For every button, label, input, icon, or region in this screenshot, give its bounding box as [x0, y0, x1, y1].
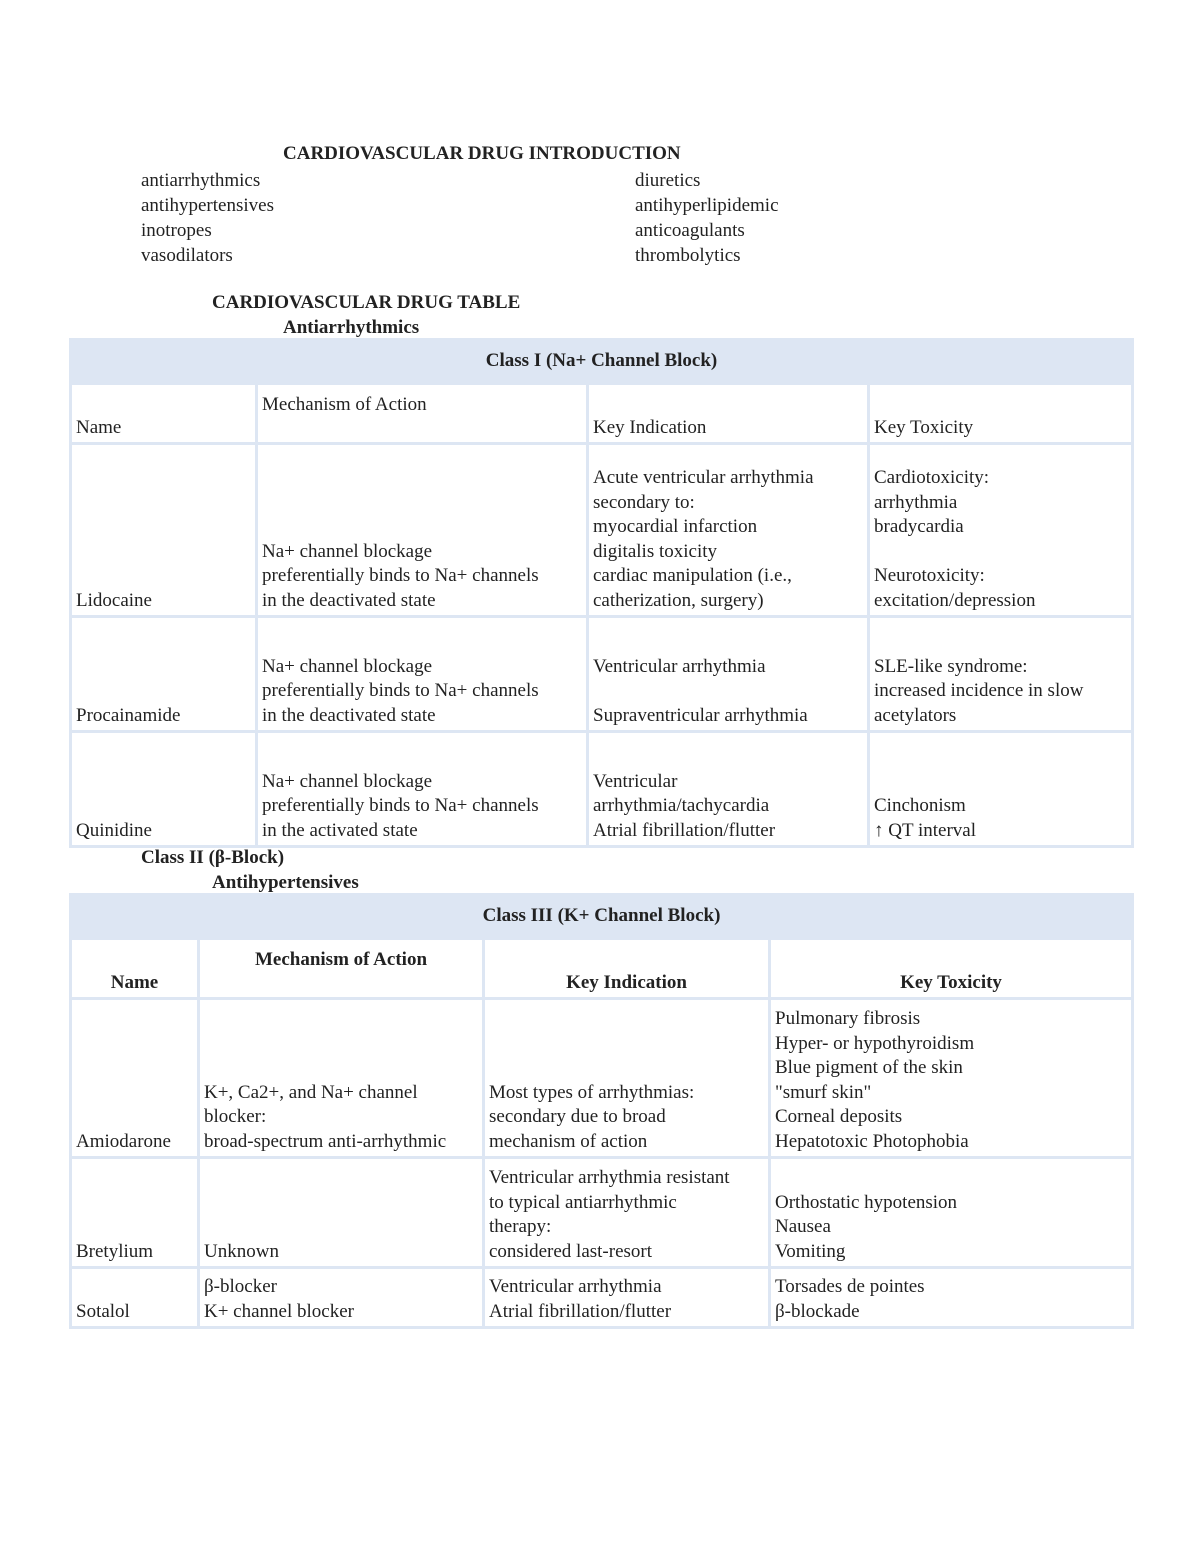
table-row [71, 1268, 1133, 1328]
drug-mechanism: Na+ channel blockage preferentially binds to Na+ channels in the deactivated state [257, 617, 588, 732]
header-name: Name [71, 384, 257, 444]
table-row [71, 444, 1133, 617]
intro-item: vasodilators [141, 245, 233, 266]
header-mechanism: Mechanism of Action [257, 384, 588, 444]
drug-indication: Most types of arrhythmias: secondary due to broad mechanism of action [484, 999, 770, 1158]
drug-mechanism: Na+ channel blockage preferentially binds to Na+ channels in the deactivated state [257, 444, 588, 617]
drug-indication: Ventricular arrhythmia Supraventricular arrhythmia [588, 617, 869, 732]
header-name: Name [71, 939, 199, 999]
class1-table [69, 338, 1134, 848]
drug-indication: Ventricular arrhythmia resistant to typical antiarrhythmic therapy: considered last-resort [484, 1158, 770, 1268]
drug-toxicity: Torsades de pointes β-blockade [770, 1268, 1133, 1328]
header-indication: Key Indication [484, 939, 770, 999]
header-toxicity: Key Toxicity [770, 939, 1133, 999]
header-indication: Key Indication [588, 384, 869, 444]
class1-table-title: Class I (Na+ Channel Block) [71, 340, 1133, 384]
drug-indication: Ventricular arrhythmia Atrial fibrillation/flutter [484, 1268, 770, 1328]
header-toxicity: Key Toxicity [869, 384, 1133, 444]
drug-mechanism: K+, Ca2+, and Na+ channel blocker: broad-spectrum anti-arrhythmic [199, 999, 484, 1158]
drug-indication: Acute ventricular arrhythmia secondary to: myocardial infarction digitalis toxicity cardiac manipulation (i.e., catherization, surgery) [588, 444, 869, 617]
drug-toxicity: Orthostatic hypotension Nausea Vomiting [770, 1158, 1133, 1268]
class3-table-title: Class III (K+ Channel Block) [71, 895, 1133, 939]
intro-title: CARDIOVASCULAR DRUG INTRODUCTION [283, 143, 681, 164]
antihypertensives-heading: Antihypertensives [212, 872, 359, 893]
table-row [71, 617, 1133, 732]
drug-name: Bretylium [71, 1158, 199, 1268]
drug-mechanism: β-blocker K+ channel blocker [199, 1268, 484, 1328]
class3-table [69, 893, 1134, 1329]
drug-name: Lidocaine [71, 444, 257, 617]
drug-name: Procainamide [71, 617, 257, 732]
drug-name: Quinidine [71, 732, 257, 847]
table-row [71, 732, 1133, 847]
drug-toxicity: Cardiotoxicity: arrhythmia bradycardia Neurotoxicity: excitation/depression [869, 444, 1133, 617]
intro-item: diuretics [635, 170, 701, 191]
drug-name: Sotalol [71, 1268, 199, 1328]
class2-heading: Class II (β-Block) [141, 847, 285, 868]
drug-toxicity: Cinchonism ↑ QT interval [869, 732, 1133, 847]
drug-toxicity: Pulmonary fibrosis Hyper- or hypothyroidism Blue pigment of the skin "smurf skin" Corneal deposits Hepatotoxic Photophobia [770, 999, 1133, 1158]
table-header-row [71, 939, 1133, 999]
header-mechanism: Mechanism of Action [199, 939, 484, 999]
drug-mechanism: Na+ channel blockage preferentially binds to Na+ channels in the activated state [257, 732, 588, 847]
intro-list-left [141, 168, 274, 268]
table-row [71, 999, 1133, 1158]
drug-indication: Ventricular arrhythmia/tachycardia Atrial fibrillation/flutter [588, 732, 869, 847]
table-row [71, 1158, 1133, 1268]
intro-item: inotropes [141, 220, 212, 241]
drug-mechanism: Unknown [199, 1158, 484, 1268]
intro-item: antihyperlipidemic [635, 195, 779, 216]
intro-item: antihypertensives [141, 195, 274, 216]
intro-item: antiarrhythmics [141, 170, 261, 191]
drug-toxicity: SLE-like syndrome: increased incidence in slow acetylators [869, 617, 1133, 732]
drug-name: Amiodarone [71, 999, 199, 1158]
intro-item: anticoagulants [635, 220, 745, 241]
table-section-title: CARDIOVASCULAR DRUG TABLE [212, 292, 521, 313]
table-section-subtitle: Antiarrhythmics [283, 317, 420, 338]
intro-item: thrombolytics [635, 245, 741, 266]
table-header-row [71, 384, 1133, 444]
intro-list-right [635, 168, 779, 268]
